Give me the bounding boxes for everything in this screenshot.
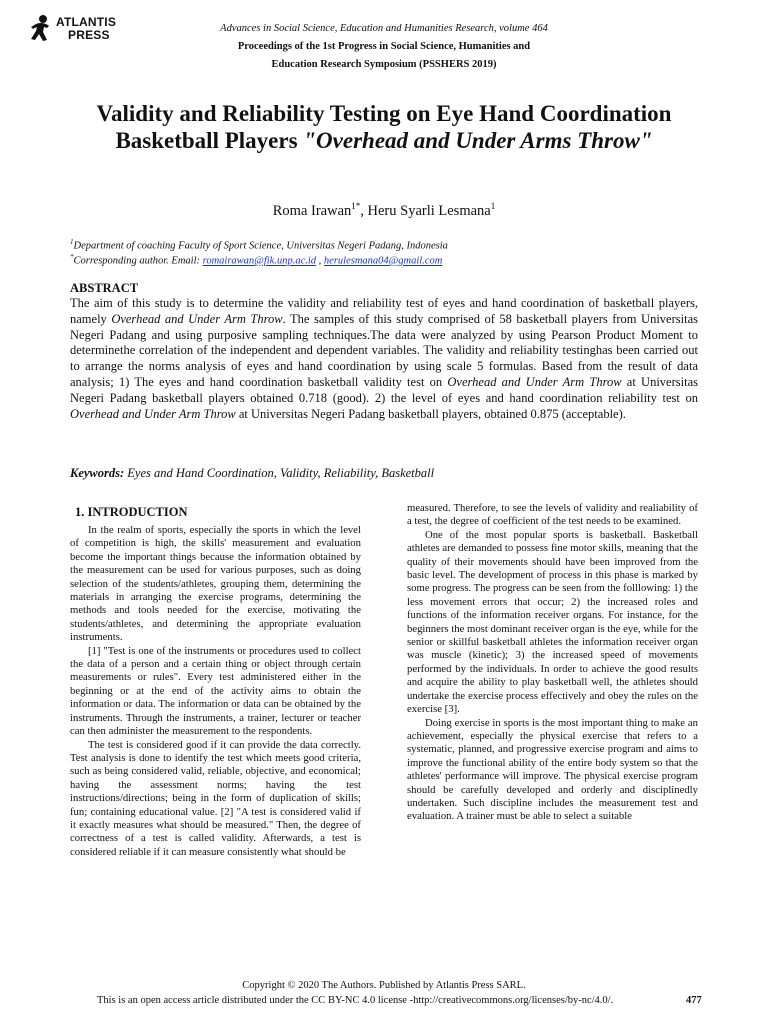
author-list <box>0 201 768 220</box>
paragraph: The test is considered good if it can provide the data correctly. Test analysis is done to identify the test which meets good criteria, such as being considered valid, reliable, objective, and economical; having the assessment norms; having the test instructions/directions; being in the form of duplication of skills; fun; containing educational value. [2] "A test is considered valid if it exactly measures what should be measured." Then, the degree of correctness of a test is called validity. Afterwards, a test is considered reliable if it can measure consistently what should be <box>70 738 361 858</box>
corresponding-sup: * <box>70 253 74 261</box>
keywords-label: Keywords: <box>70 466 125 480</box>
proceedings-line1: Proceedings of the 1st Progress in Social Science, Humanities and <box>237 41 531 52</box>
section-heading: 1. INTRODUCTION <box>75 505 188 519</box>
abstract-text-2: . The samples of this study comprised of 58 basketball players from Universitas Negeri Padang and using purposive sampling techniques.The data were analyzed by using Pearson Product Moment to determinethe correlation of the independent and dependent variables. The validity and reliability testinghas been carried out to arrange the norms analysis of eyes and hand coordination by using scale 5 formulas. Based from the result of data analysis; 1) The eyes and hand coordination basketball validity test on <box>70 311 698 389</box>
corresponding-text: Corresponding author. Email: <box>73 255 203 267</box>
logo-line2: PRESS <box>68 28 110 42</box>
paragraph: Doing exercise in sports is the most important thing to make an achievement, especially the physical exercise that refers to a systematic, planned, and progressive exercise program and aims to improve the functional ability of the entire body system so that the athletes' performance will improve. The physical exercise program should be carefully developed and orderly and disciplinedly undertaken. Such discipline includes the measurement test and evaluation. A trainer must be able to select a suitable <box>407 716 698 823</box>
email-separator: , <box>316 255 324 267</box>
proceedings-line2: Education Research Symposium (PSSHERS 2019) <box>271 59 497 70</box>
keywords <box>70 466 434 481</box>
abstract-heading: ABSTRACT <box>70 281 139 295</box>
author-1-affil: 1* <box>351 201 361 211</box>
abstract-italic-3: Overhead and Under Arm Throw <box>70 406 236 421</box>
page-number: 477 <box>686 995 702 1006</box>
affiliation-sup: 1 <box>70 238 74 246</box>
author-separator: , <box>360 202 368 219</box>
author-1: Roma Irawan <box>272 202 352 219</box>
keywords-text: Eyes and Hand Coordination, Validity, Reliability, Basketball <box>124 466 435 480</box>
abstract-italic-2: Overhead and Under Arm Throw <box>447 374 622 389</box>
title-italic: "Overhead and Under Arms Throw" <box>303 128 653 153</box>
corresponding-author <box>70 253 442 267</box>
paragraph: One of the most popular sports is basketball. Basketball athletes are demanded to possess fine motor skills, meaning that the quality of their movements should have been improved from the basic level. The development of process in this phase is marked by some progress. The progress can be seen from the folllowing: 1) the less movement errors that occur; 2) the increased roles and functions of the information receiver organs. For instance, for the beginners the most dominant receiver organ is the eye, while for the senior or skillful basketball athletes the information receiver organ was muscle (kinetic); 3) the increased speed of movements performed by the individuals. In order to achieve the good results and acquire the ability to play basketball well, the athletes should undertake the exercise process effectively and obey the rules on the exercise [3]. <box>407 528 698 716</box>
abstract-text-3: at Universitas Negeri Padang basketball players obtained 0.718 (good). 2) the level of eyes and hand coordination reliability test on <box>70 374 698 405</box>
email-link-1[interactable]: romairawan@fik.unp.ac.id <box>202 255 317 267</box>
journal-header: Advances in Social Science, Education and Humanities Research, volume 464 <box>220 23 548 34</box>
footer-copyright: Copyright © 2020 The Authors. Published by Atlantis Press SARL. <box>242 980 526 991</box>
right-column <box>407 502 698 824</box>
paragraph: In the realm of sports, especially the sports in which the level of competition is high, the skills' measurement and evaluation become the important things because the information obtained by the measurement can be used for various purposes, such as doing selection of the students/athletes, grouping them, determining the materials in arranging the exercise programs, determining the methods and tools needed for the exercise, motivating the students/athletes, and determining the appropriate evaluation instruments. <box>70 524 361 644</box>
abstract-text-4: at Universitas Negeri Padang basketball players, obtained 0.875 (acceptable). <box>235 406 626 421</box>
footer-license: This is an open access article distributed under the CC BY-NC 4.0 license -http://creativecommons.org/licenses/by-nc/4.0/. <box>97 995 614 1006</box>
author-2: Heru Syarli Lesmana <box>367 202 491 219</box>
affiliation <box>70 238 448 252</box>
abstract-italic-1: Overhead and Under Arm Throw <box>111 311 283 326</box>
abstract-text-1: The aim of this study is to determine the validity and reliability test of eyes and hand coordination of basketball players, namely <box>70 296 698 326</box>
affiliation-text: Department of coaching Faculty of Sport Science, Universitas Negeri Padang, Indonesia <box>73 240 448 252</box>
paragraph: measured. Therefore, to see the levels of validity and realiability of a test, the degree of coefficient of the test needs to be examined. <box>407 502 698 528</box>
logo-line1: ATLANTIS <box>56 15 117 29</box>
left-column <box>70 524 361 859</box>
paragraph: [1] "Test is one of the instruments or procedures used to collect the data of a person and a certain thing or object through certain measurements or rules". Every test administered either in the beginning or at the end of the activity aims to obtain the information or data. The information or data can be obtained by the instruments. Through the instruments, a trainer, lecturer or teacher can then administer the measurement to the respondents. <box>70 644 361 738</box>
email-link-2[interactable]: herulesmana04@gmail.com <box>323 255 443 267</box>
paper-title <box>60 100 708 154</box>
abstract-body <box>70 296 698 422</box>
title-main: Validity and Reliability Testing on Eye Hand Coordination Basketball Players <box>96 101 672 153</box>
author-2-affil: 1 <box>490 201 496 211</box>
